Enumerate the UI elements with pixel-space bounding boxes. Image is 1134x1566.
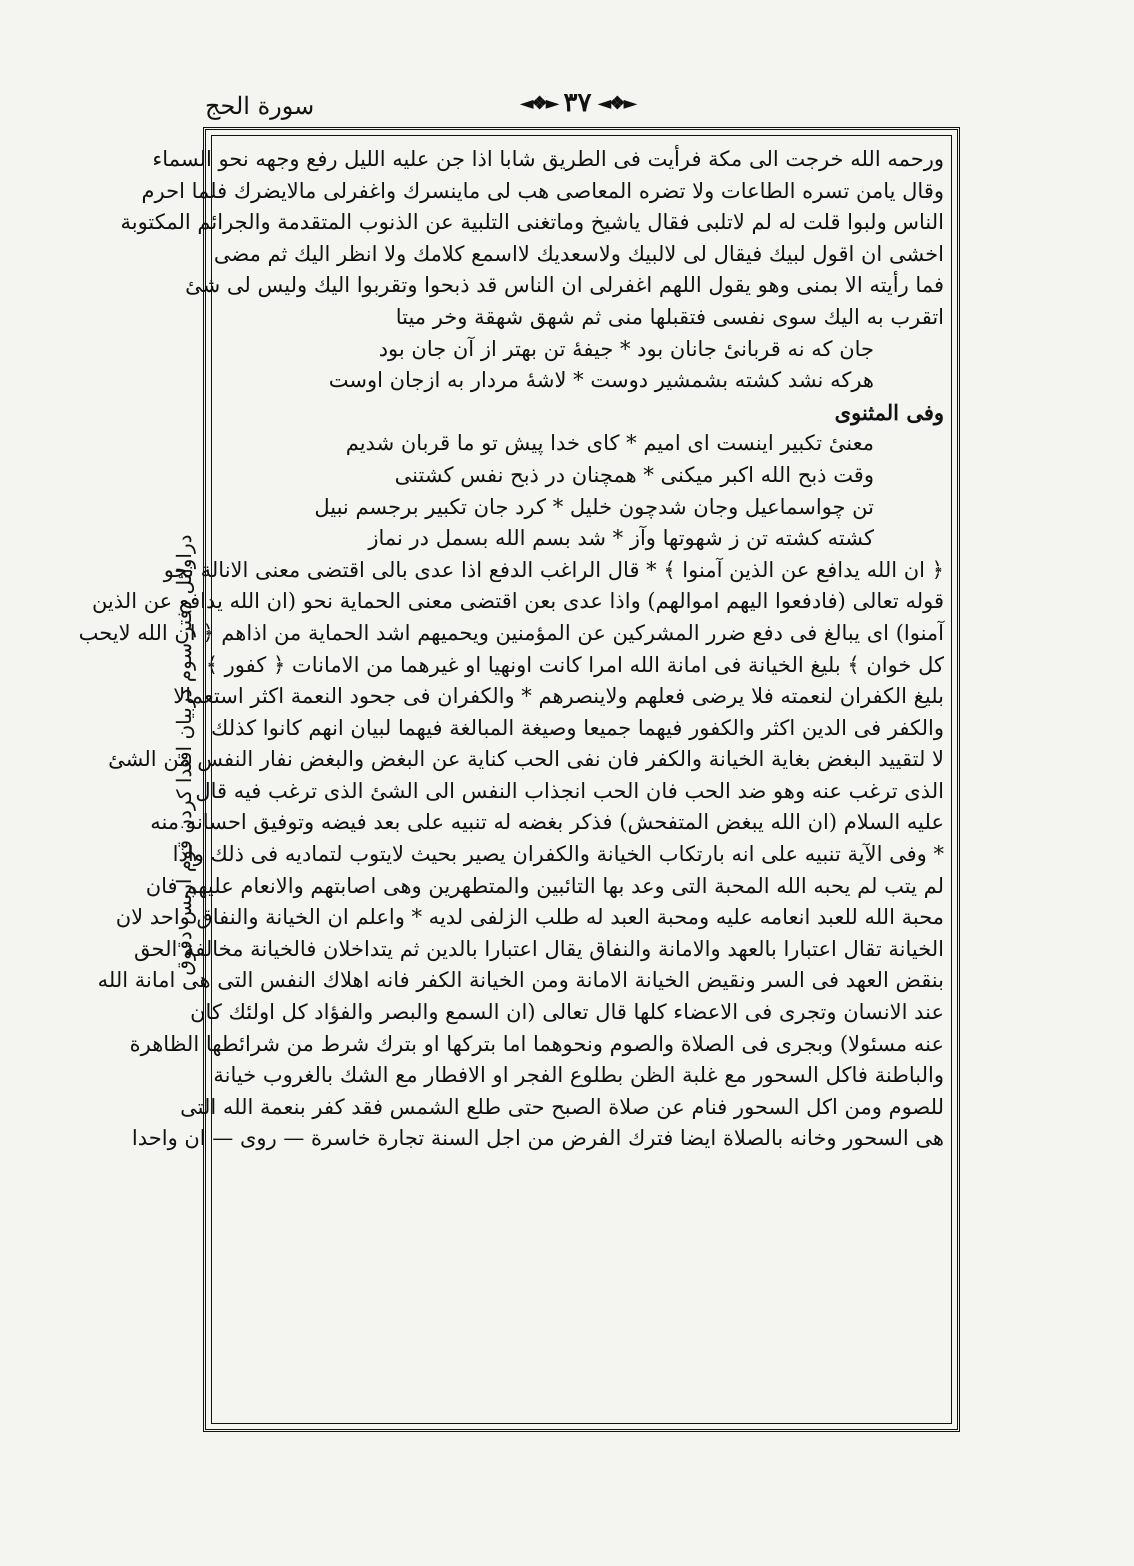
- text-line: والكفر فى الدين اكثر والكفور فيهما جميعا وصيغة المبالغة فيهما لبيان انهم كانوا كذلك: [211, 715, 944, 740]
- surah-title: سورة الحج: [205, 92, 315, 120]
- text-line: اخشى ان اقول لبيك فيقال لى لالبيك ولاسعديك لااسمع كلامك ولا انظر اليك ثم مضى: [213, 241, 944, 266]
- text-line: هى السحور وخانه بالصلاة ايضا فترك الفرض من اجل السنة تجارة خاسرة — روى — ان واحدا: [131, 1126, 944, 1151]
- verse-line: كشته كشته تن ز شهوتها وآز * شد بسم الله بسمل در نماز: [368, 526, 874, 551]
- text-line: عليه السلام (ان الله يبغض المتفحش) فذكر بغضه له تنبيه على بعد فيضه وتوفيق احسانه منه: [150, 810, 944, 835]
- page-header: [205, 88, 950, 126]
- text-line: عند الانسان وتجرى فى الاعضاء كلها قال تعالى (ان السمع والبصر والفؤاد كل اولئك كان: [190, 1000, 944, 1025]
- text-line: عنه مسئولا) وبجرى فى الصلاة والصوم ونحوهما اما بتركها او بترك شرط من شرائطها الظاهرة: [129, 1031, 944, 1056]
- text-line: * وفى الآية تنبيه على انه بارتكاب الخيانة والكفران يصير بحيث لايتوب لتماديه فى ذلك واذا: [172, 842, 944, 867]
- text-line: بليغ الكفران لنعمته فلا يرضى فعلهم ولاينصرهم * والكفران فى جحود النعمة اكثر استعمالا: [173, 684, 944, 709]
- page-number: ٣٧: [563, 88, 592, 118]
- verse-line: معنىٔ تكبير اينست اى اميم * كاى خدا پيش تو ما قربان شديم: [345, 431, 874, 456]
- text-line: اتقرب به اليك سوى نفسى فتقبلها منى ثم شهق شهقة وخر ميتا: [395, 304, 944, 329]
- page-number-block: [520, 88, 636, 118]
- text-line: وقال يامن تسره الطاعات ولا تضره المعاصى هب لى ماينسرك واغفرلى مالايضرك فلما احرم: [141, 178, 944, 203]
- verse-line: هركه نشد كشته بشمشير دوست * لاشهٔ مردار به ازجان اوست: [328, 368, 874, 393]
- text-line: للصوم ومن اكل السحور فنام عن صلاة الصبح حتى طلع الشمس فقد كفر بنعمة الله التى: [180, 1094, 944, 1119]
- verse-line: تن چواسماعيل وجان شدچون خليل * كرد جان تكبير برجسم نبيل: [314, 494, 874, 519]
- verse-line: جان كه نه قربانىٔ جانان بود * جيفهٔ تن بهتر از آن جان بود: [378, 336, 874, 361]
- ornament-right-icon: ◄❖►: [597, 92, 636, 114]
- text-line: لا لتقييد البغض بغاية الخيانة والكفر فان نفى الحب كناية عن البغض والبغض نفار النفس من الشئ: [108, 747, 944, 772]
- text-line: ورحمه الله خرجت الى مكة فرأيت فى الطريق شابا اذا جن عليه الليل رفع وجهه نحو السماء: [152, 147, 944, 171]
- text-line: والباطنة فاكل السحور مع غلبة الظن بطلوع الفجر او الافطار مع الشك بالغروب خيانة: [213, 1063, 944, 1088]
- text-line: الذى ترغب عنه وهو ضد الحب فان الحب انجذاب النفس الى الشئ الذى ترغب فيه قال: [195, 778, 944, 803]
- text-line: محبة الله للعبد انعامه عليه ومحبة العبد له طلب الزلفى لديه * واعلم ان الخيانة والنفاق واحد لان: [115, 905, 944, 930]
- ornament-left-icon: ◄❖►: [519, 92, 558, 114]
- marginal-note-text: دراوائل دفتر سوم دربيان اقتدا كردن قوم اربس دقوق: [172, 534, 196, 976]
- text-line: الناس ولبوا قلت له لم لاتلبى فقال ياشيخ وماتغنى التلبية عن الذنوب المتقدمة والجرائم المكتوبة: [120, 210, 944, 235]
- text-line: فما رأيته الا بمنى وهو يقول اللهم اغفرلى ان الناس قد ذبحوا وتقربوا اليك وليس لى شئ: [185, 273, 944, 298]
- text-line: بنقض العهد فى السر ونقيض الخيانة الامانة ومن الخيانة الكفر فانه اهلاك النفس التى هى امانة الله: [97, 968, 944, 993]
- masnavi-heading: وفى المثنوى: [834, 399, 944, 425]
- text-line: قوله تعالى (فادفعوا اليهم اموالهم) واذا عدى بعن اقتضى معنى الحماية نحو (ان الله يدافع عن الذين: [91, 589, 944, 614]
- text-line: الخيانة تقال اعتبارا بالعهد والامانة والنفاق يقال اعتبارا بالدين ثم يتداخلان فالخيانة مخالفة الحق: [134, 936, 944, 961]
- text-line: ﴿ ان الله يدافع عن الذين آمنوا ﴾ * قال الراغب الدفع اذا عدى بالى اقتضى معنى الانالة نحو: [163, 557, 944, 582]
- text-line: لم يتب لم يحبه الله المحبة التى وعد بها التائبين والمتطهرين وهى اصابتهم والانعام عليهم فان: [145, 873, 944, 898]
- text-line: آمنوا) اى يبالغ فى دفع ضرر المشركين عن المؤمنين ويحميهم اشد الحماية من اذاهم ﴿ ان الله لايحب: [78, 620, 944, 645]
- verse-line: وقت ذبح الله اكبر ميكنى * همچنان در ذبح نفس كشتنى: [394, 462, 874, 487]
- text-line: كل خوان ﴾ بليغ الخيانة فى امانة الله امرا كانت اونهيا او غيرهما من الامانات ﴿ كفور ﴾: [205, 652, 944, 677]
